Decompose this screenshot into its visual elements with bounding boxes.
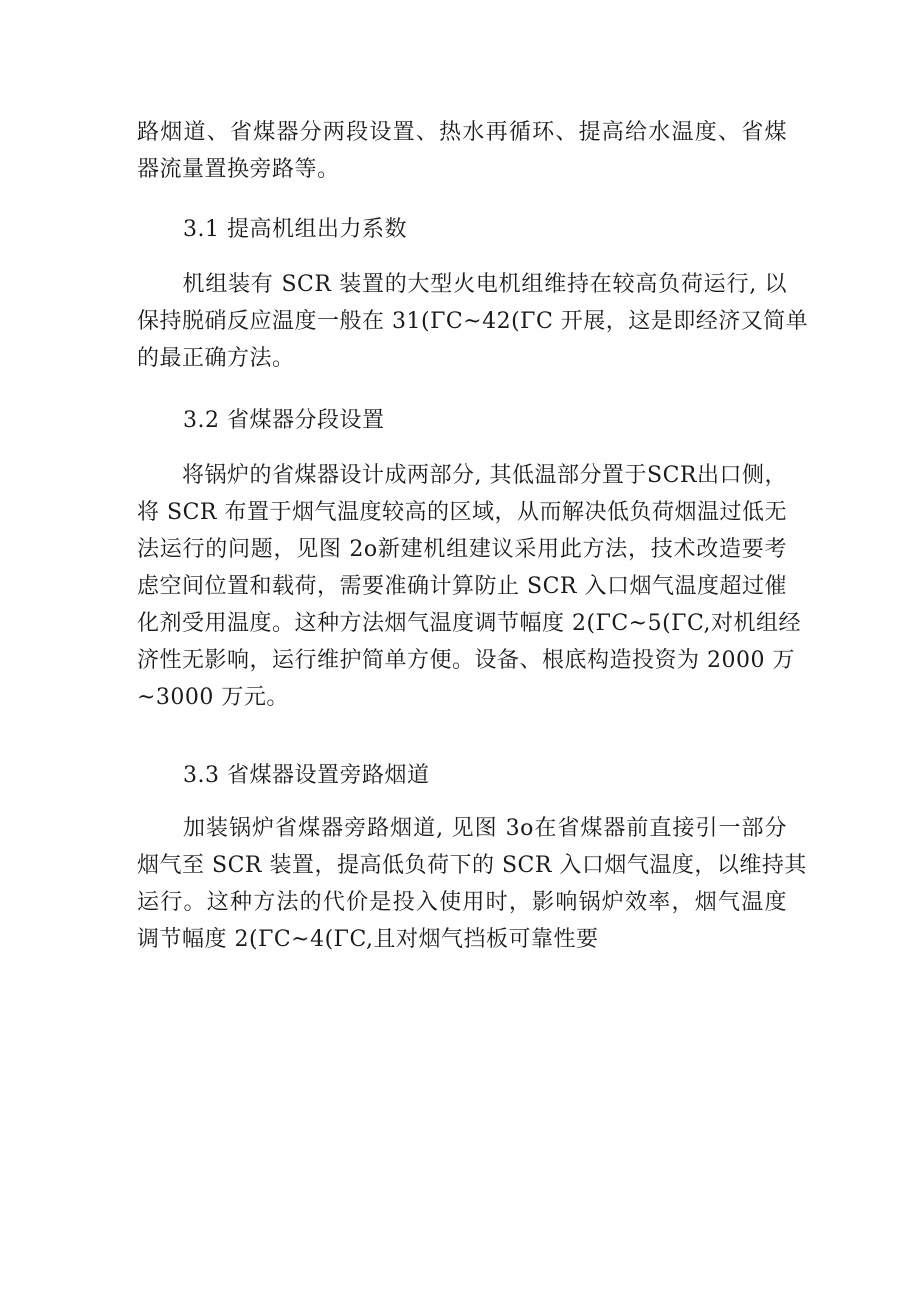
text-line: 运行。这种方法的代价是投入使用时，影响锅炉效率，烟气温度: [137, 890, 787, 915]
text-line: 路烟道、省煤器分两段设置、热水再循环、提高给水温度、省煤: [137, 120, 787, 145]
section-heading-3-3: 3.3 省煤器设置旁路烟道: [183, 763, 430, 788]
section-heading-3-2: 3.2 省煤器分段设置: [183, 408, 385, 433]
text-line: ~3000 万元。: [137, 685, 289, 710]
text-line: 法运行的问题，见图 2o新建机组建议采用此方法，技术改造要考: [137, 537, 787, 562]
text-line: 器流量置换旁路等。: [137, 157, 340, 182]
text-line: 加装锅炉省煤器旁路烟道, 见图 3o在省煤器前直接引一部分: [137, 816, 787, 841]
paragraph-3-1: [137, 266, 809, 377]
text-line: 调节幅度 2(ΓC~4(ΓC,且对烟气挡板可靠性要: [137, 927, 599, 952]
text-line: 化剂受用温度。这种方法烟气温度调节幅度 2(ΓC~5(ΓC,对机组经: [137, 611, 801, 636]
text-line: 的最正确方法。: [137, 346, 295, 371]
section-heading-3-1: 3.1 提高机组出力系数: [183, 217, 407, 242]
paragraph-3-3: [137, 810, 807, 958]
text-line: 烟气至 SCR 装置，提高低负荷下的 SCR 入口烟气温度，以维持其: [137, 853, 807, 878]
paragraph-intro: [137, 114, 787, 188]
text-line: 机组装有 SCR 装置的大型火电机组维持在较高负荷运行, 以: [137, 272, 787, 297]
text-line: 将 SCR 布置于烟气温度较高的区域，从而解决低负荷烟温过低无: [137, 500, 787, 525]
text-line: 济性无影响，运行维护简单方便。设备、根底构造投资为 2000 万: [137, 648, 795, 673]
text-line: 将锅炉的省煤器设计成两部分, 其低温部分置于SCR出口侧，: [137, 463, 787, 488]
text-line: 虑空间位置和载荷，需要准确计算防止 SCR 入口烟气温度超过催: [137, 574, 787, 599]
text-line: 保持脱硝反应温度一般在 31(ΓC~42(ΓC 开展，这是即经济又简单: [137, 309, 809, 334]
paragraph-3-2: [137, 457, 801, 716]
